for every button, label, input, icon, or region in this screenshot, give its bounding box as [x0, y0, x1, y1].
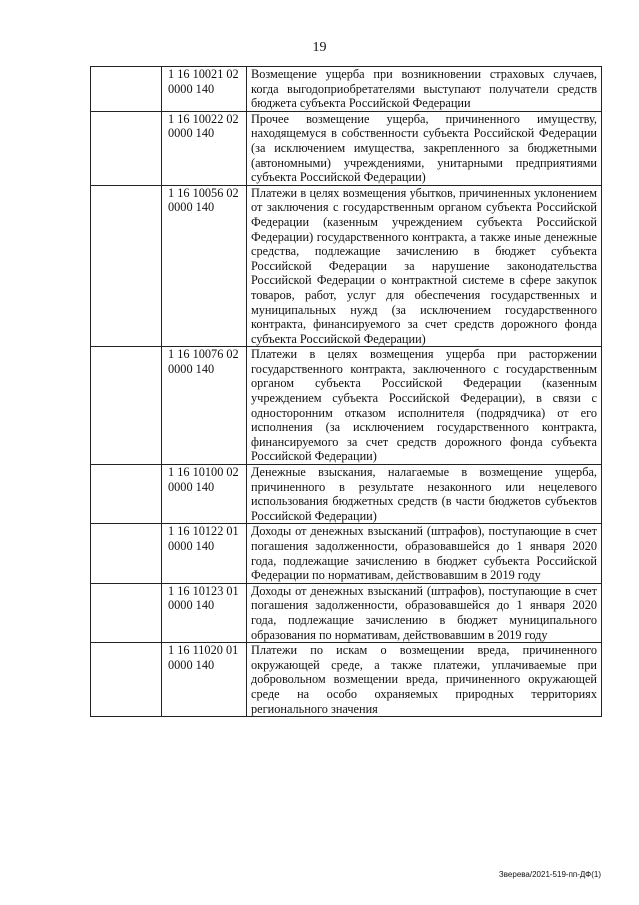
empty-cell: [91, 643, 162, 717]
empty-cell: [91, 67, 162, 112]
code-line2: 0000 140: [168, 126, 215, 141]
empty-cell: [91, 111, 162, 185]
description-cell: Доходы от денежных взысканий (штрафов), поступающие в счет погашения задолженности, образовавшейся до 1 января 2020 года, подлежащие зачислению в бюджет субъекта Российской Федерации по нормативам, действовавшим в 2019 году: [247, 524, 602, 583]
code-line2: 0000 140: [168, 361, 215, 376]
code-line2: 0000 140: [168, 657, 215, 672]
description-cell: Прочее возмещение ущерба, причиненного имуществу, находящемуся в собственности субъекта Российской Федерации (за исключением имущества, закрепленного за бюджетными (автономными) учреждениями, унитарными предприятиями субъекта Российской Федерации): [247, 111, 602, 185]
code-cell: [162, 185, 247, 347]
code-line2: 0000 140: [168, 200, 215, 215]
page-number: 19: [312, 40, 327, 55]
revenue-codes-table: [90, 66, 602, 717]
code-cell: [162, 583, 247, 642]
description-cell: Платежи в целях возмещения убытков, причиненных уклонением от заключения с государственным органом субъекта Российской Федерации (казенным учреждением субъекта Российской Федерации) государственного контракта, а также иные денежные средства, подлежащие зачислению в бюджет субъекта Российской Федерации за нарушение законодательства Российской Федерации о контрактной системе в сфере закупок товаров, работ, услуг для обеспечения государственных и муниципальных нужд (за исключением государственного контракта, финансируемого за счет средств дорожного фонда субъекта Российской Федерации): [247, 185, 602, 347]
table-row: [91, 583, 602, 642]
code-line1: 1 16 10056 02: [168, 185, 239, 200]
description-cell: Платежи в целях возмещения ущерба при расторжении государственного контракта, заключенного с государственным органом субъекта Российской Федерации (казенным учреждением субъекта Российской Федерации), в связи с односторонним отказом исполнителя (подрядчика) от его исполнения (за исключением государственного контракта, финансируемого за счет средств дорожного фонда субъекта Российской Федерации): [247, 347, 602, 465]
code-line2: 0000 140: [168, 539, 215, 553]
table-row: [91, 524, 602, 583]
code-line2: 0000 140: [168, 598, 215, 613]
code-cell: [162, 465, 247, 524]
empty-cell: [91, 465, 162, 524]
code-line1: 1 16 10022 02: [168, 111, 239, 126]
empty-cell: [91, 185, 162, 347]
table-row: [91, 185, 602, 347]
table-row: [91, 643, 602, 717]
code-line1: 1 16 10123 01: [168, 583, 239, 598]
code-line1: 1 16 11020 01: [168, 643, 239, 658]
empty-cell: [91, 583, 162, 642]
description-cell: Платежи по искам о возмещении вреда, причиненного окружающей среде, а также платежи, уплачиваемые при добровольном возмещении вреда, причиненного окружающей среде на особо охраняемых природных территориях регионального значения: [247, 643, 602, 717]
code-cell: [162, 524, 247, 583]
table-row: [91, 465, 602, 524]
table-row: [91, 67, 602, 112]
table-row: [91, 111, 602, 185]
empty-cell: [91, 347, 162, 465]
code-line2: 0000 140: [168, 479, 215, 494]
document-footer: Зверева/2021-519-пп-ДФ(1): [498, 870, 601, 879]
code-line1: 1 16 10021 02: [168, 67, 239, 81]
description-cell: Доходы от денежных взысканий (штрафов), поступающие в счет погашения задолженности, образовавшейся до 1 января 2020 года, подлежащие зачислению в бюджет муниципального образования по нормативам, действовавшим в 2019 году: [247, 583, 602, 642]
code-cell: [162, 111, 247, 185]
code-cell: [162, 347, 247, 465]
table-row: [91, 347, 602, 465]
empty-cell: [91, 524, 162, 583]
description-cell: Денежные взыскания, налагаемые в возмещение ущерба, причиненного в результате незаконного или нецелевого использования бюджетных средств (в части бюджетов субъектов Российской Федерации): [247, 465, 602, 524]
code-cell: [162, 643, 247, 717]
description-cell: Возмещение ущерба при возникновении страховых случаев, когда выгодоприобретателями выступают получатели средств бюджета субъекта Российской Федерации: [247, 67, 602, 112]
code-line1: 1 16 10100 02: [168, 465, 239, 480]
code-line1: 1 16 10122 01: [168, 524, 239, 539]
code-cell: [162, 67, 247, 112]
code-line2: 0000 140: [168, 81, 215, 96]
code-line1: 1 16 10076 02: [168, 347, 239, 362]
